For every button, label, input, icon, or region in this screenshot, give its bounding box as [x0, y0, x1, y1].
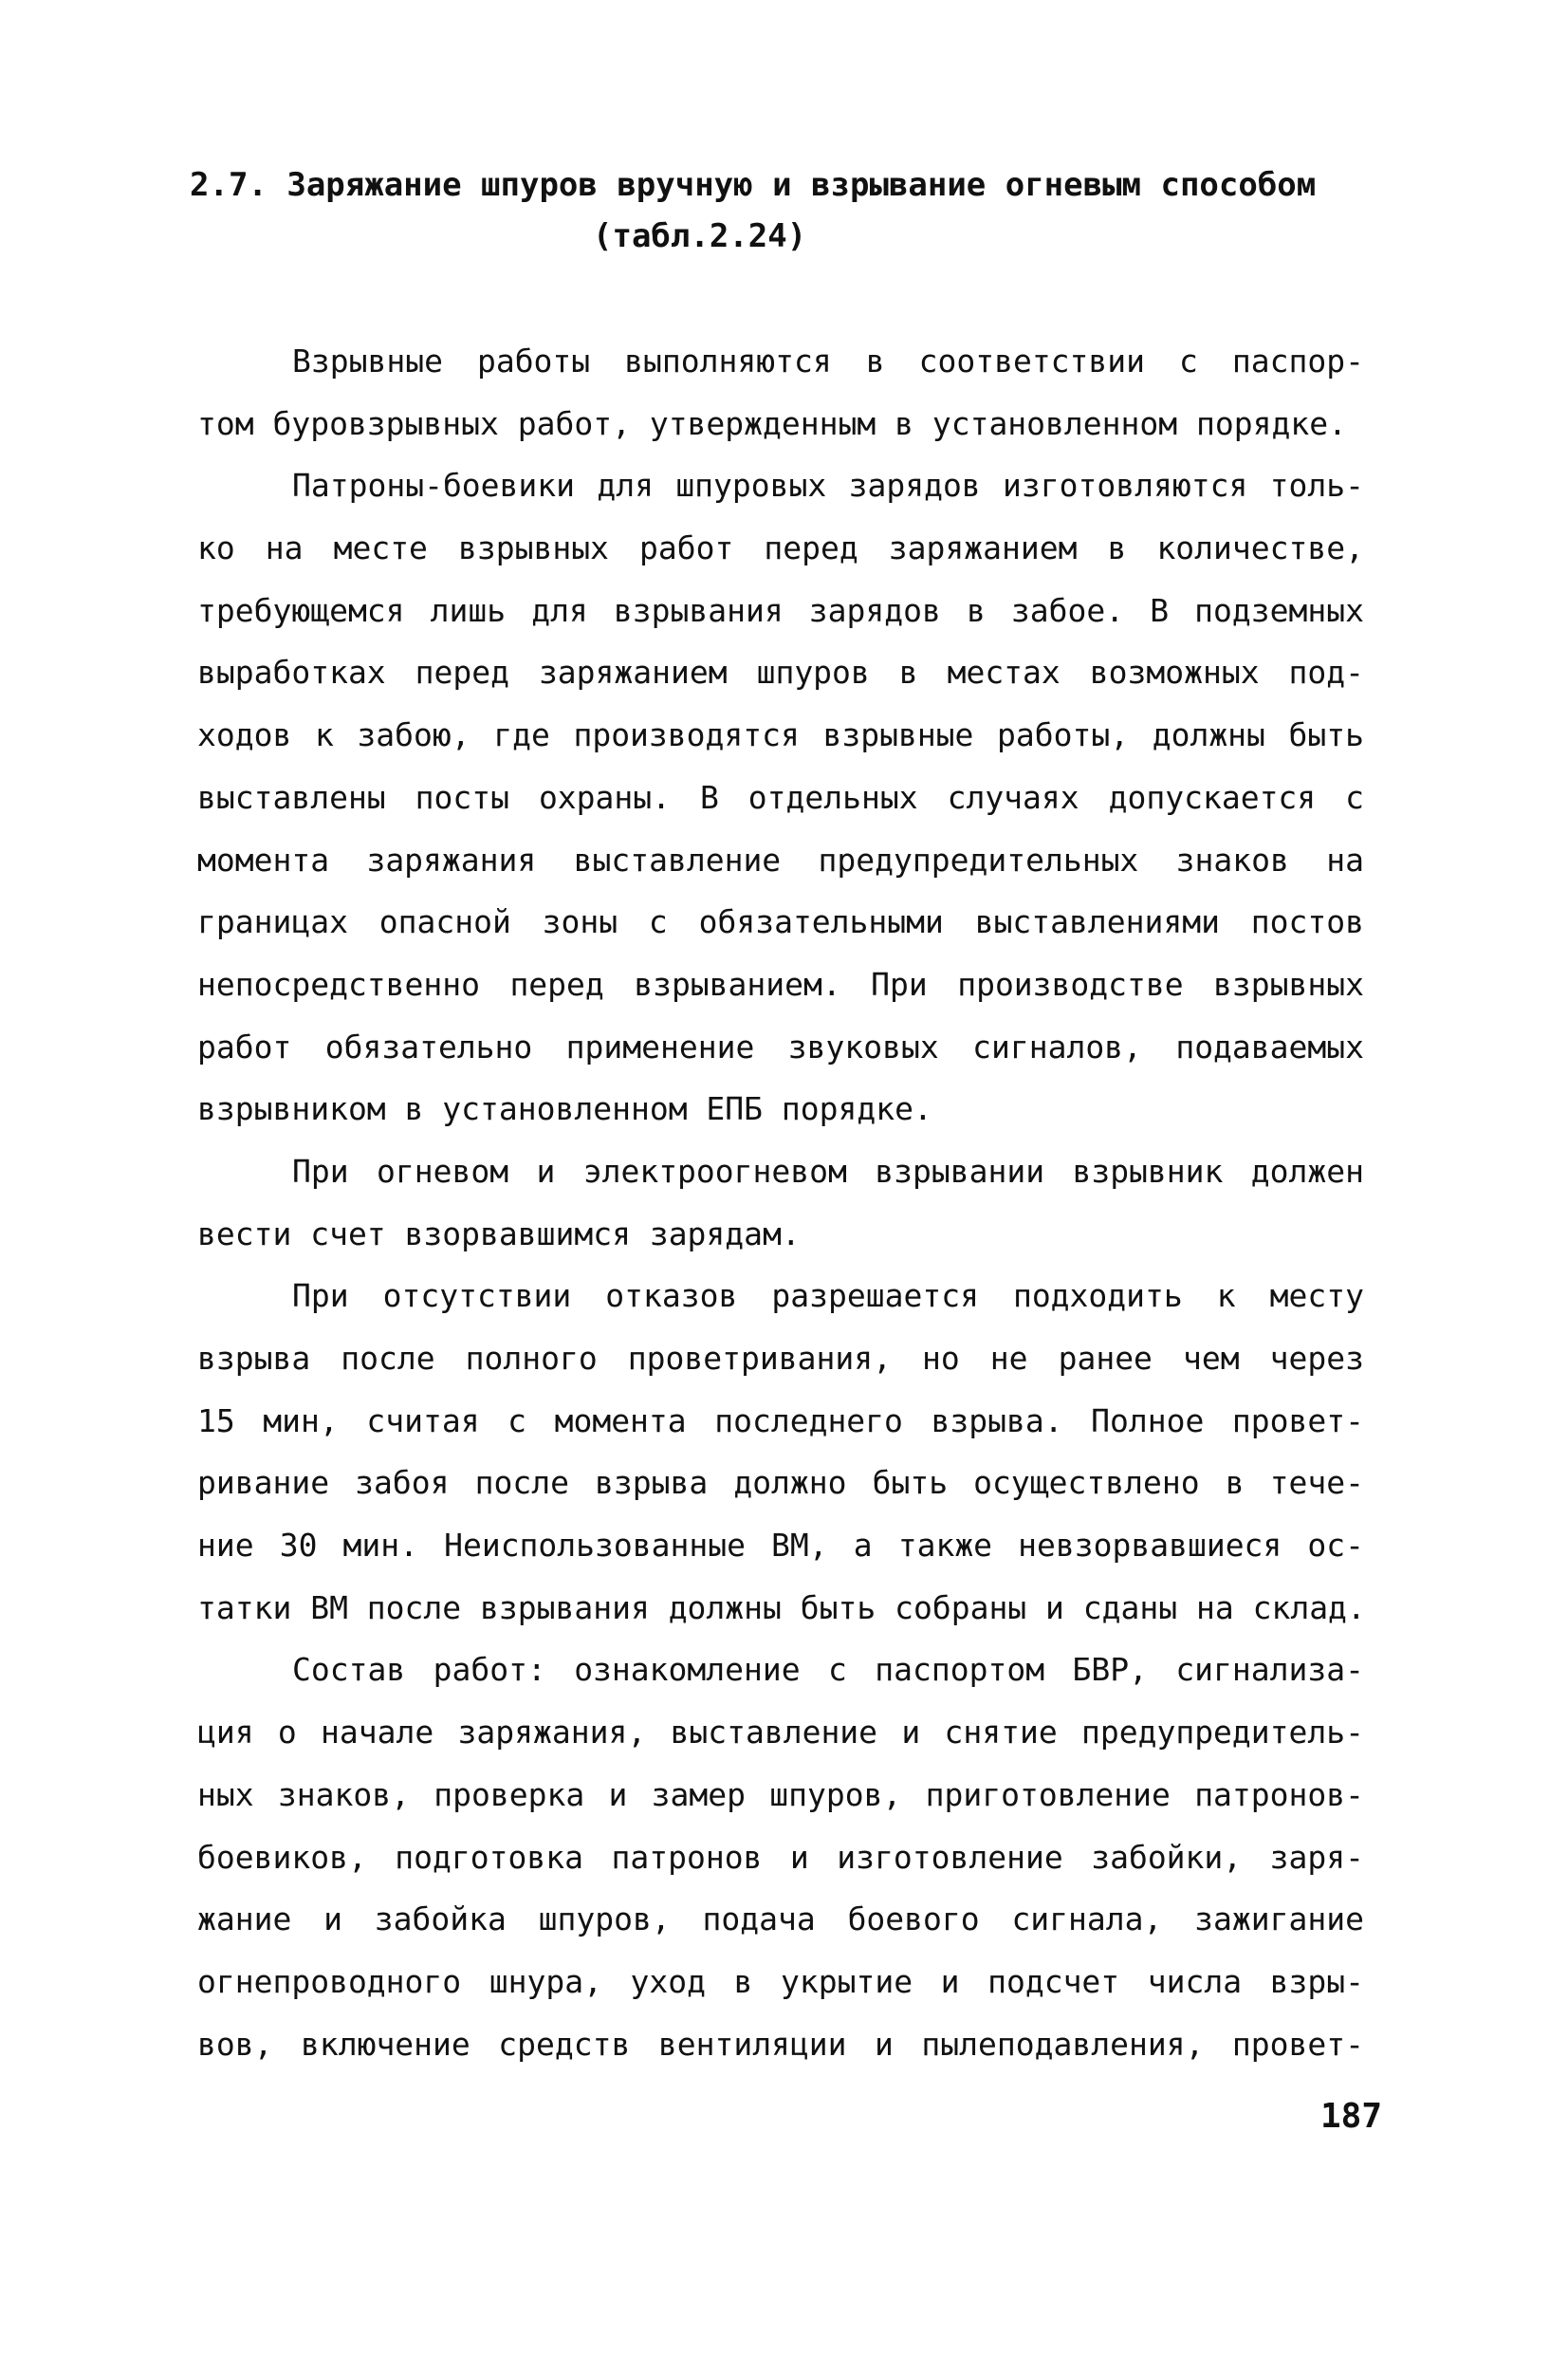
body-text [197, 330, 1364, 2075]
section-title: 2.7. Заряжание шпуров вручную и взрывание огневым способом [190, 166, 1317, 204]
text-line: Патроны-боевики для шпуровых зарядов изготовляются толь- [292, 467, 1364, 505]
text-line: момента заряжания выставление предупредительных знаков на [197, 841, 1364, 879]
section-heading [190, 159, 1385, 262]
text-line: непосредственно перед взрыванием. При производстве взрывных [197, 965, 1364, 1003]
text-line: ко на месте взрывных работ перед заряжанием в количестве, [197, 529, 1364, 567]
text-line: ходов к забою, где производятся взрывные работы, должны быть [197, 716, 1364, 754]
text-line: жание и забойка шпуров, подача боевого сигнала, зажигание [197, 1900, 1364, 1938]
text-line: Взрывные работы выполняются в соответствии с паспор- [292, 343, 1364, 380]
text-line: При огневом и электроогневом взрывании взрывник должен [292, 1152, 1364, 1190]
text-line: выставлены посты охраны. В отдельных случаях допускается с [197, 778, 1364, 816]
text-line: выработках перед заряжанием шпуров в местах возможных под- [197, 654, 1364, 692]
text-line: взрыва после полного проветривания, но не ранее чем через [197, 1340, 1364, 1377]
page-number: 187 [1320, 2097, 1383, 2136]
text-line: При отсутствии отказов разрешается подходить к месту [292, 1277, 1364, 1315]
text-line: требующемся лишь для взрывания зарядов в забое. В подземных [197, 591, 1364, 629]
text-line: ция о начале заряжания, выставление и снятие предупредитель- [197, 1714, 1364, 1752]
text-line: татки ВМ после взрывания должны быть собраны и сданы на склад. [197, 1588, 1366, 1626]
text-line: ние 30 мин. Неиспользованные ВМ, а также невзорвавшиеся ос- [197, 1527, 1364, 1565]
text-line: том буровзрывных работ, утвержденным в установленном порядке. [197, 404, 1347, 442]
text-line: ривание забоя после взрыва должно быть осуществлено в тече- [197, 1464, 1364, 1502]
text-line: вов, включение средств вентиляции и пылеподавления, провет- [197, 2025, 1364, 2063]
table-reference: (табл.2.24) [593, 217, 807, 255]
text-line: вести счет взорвавшимся зарядам. [197, 1214, 801, 1252]
text-line: ных знаков, проверка и замер шпуров, приготовление патронов- [197, 1775, 1364, 1813]
text-line: боевиков, подготовка патронов и изготовление забойки, заря- [197, 1838, 1364, 1876]
text-line: 15 мин, считая с момента последнего взрыва. Полное провет- [197, 1401, 1364, 1439]
text-line: работ обязательно применение звуковых сигналов, подаваемых [197, 1028, 1364, 1066]
text-line: Состав работ: ознакомление с паспортом БВР, сигнализа- [292, 1651, 1364, 1689]
text-line: огнепроводного шнура, уход в укрытие и подсчет числа взры- [197, 1962, 1364, 2000]
text-line: границах опасной зоны с обязательными выставлениями постов [197, 903, 1364, 941]
text-line: взрывником в установленном ЕПБ порядке. [197, 1090, 932, 1128]
